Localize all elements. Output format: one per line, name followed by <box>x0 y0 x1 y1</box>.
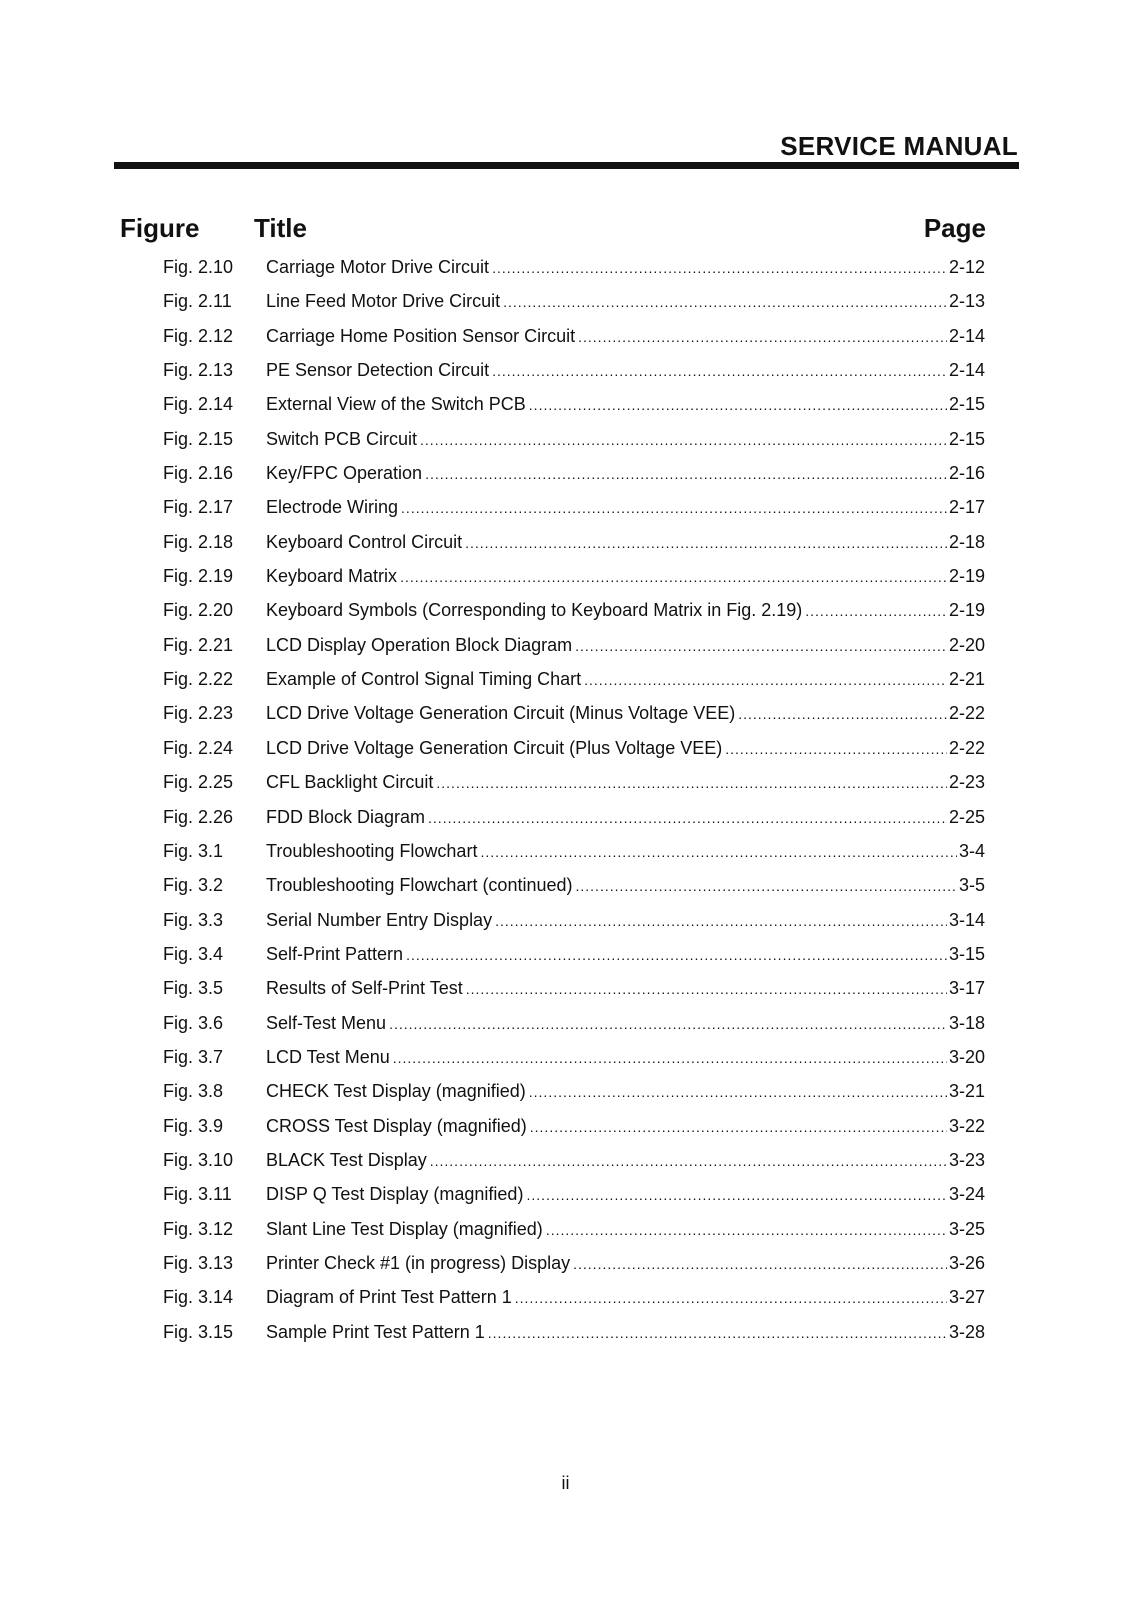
dot-leader <box>436 772 947 794</box>
figure-title: DISP Q Test Display (magnified) <box>266 1184 524 1205</box>
figure-title: Keyboard Matrix <box>266 566 398 587</box>
toc-entry[interactable] <box>163 1115 985 1149</box>
page-reference: 3-20 <box>948 1046 985 1067</box>
dot-leader <box>725 738 947 760</box>
figure-number: Fig. 3.15 <box>163 1321 234 1342</box>
figure-number: Fig. 2.18 <box>163 531 234 552</box>
dot-leader <box>492 257 947 279</box>
page-reference: 2-22 <box>948 737 985 758</box>
figure-title: Diagram of Print Test Pattern 1 <box>266 1287 512 1308</box>
dot-leader <box>389 1013 947 1035</box>
dot-leader <box>400 566 947 588</box>
page-reference: 2-14 <box>948 360 985 381</box>
page-reference: 2-22 <box>948 703 985 724</box>
figure-title: Self-Print Pattern <box>266 943 404 964</box>
figure-title: LCD Drive Voltage Generation Circuit (Minus Voltage VEE) <box>266 703 736 724</box>
page-reference: 2-12 <box>948 257 985 277</box>
toc-entry[interactable] <box>163 428 985 462</box>
dot-leader <box>578 326 947 348</box>
figure-number: Fig. 3.6 <box>163 1012 224 1033</box>
figure-number: Fig. 3.3 <box>163 909 224 930</box>
dot-leader <box>425 463 947 485</box>
page-reference: 3-26 <box>948 1252 985 1273</box>
page-reference: 3-4 <box>958 840 985 861</box>
figure-title: CFL Backlight Circuit <box>266 772 434 793</box>
toc-entry[interactable] <box>163 668 985 702</box>
figure-title: External View of the Switch PCB <box>266 394 526 415</box>
toc-entry[interactable] <box>163 290 985 324</box>
figure-title: Printer Check #1 (in progress) Display <box>266 1252 571 1273</box>
dot-leader <box>529 394 947 416</box>
figure-number: Fig. 2.23 <box>163 703 234 724</box>
dot-leader <box>546 1219 947 1241</box>
title-column-header: Title <box>254 213 307 243</box>
page-reference: 2-13 <box>948 291 985 312</box>
page-reference: 2-21 <box>948 669 985 690</box>
toc-entry[interactable] <box>163 874 985 908</box>
page-reference: 2-15 <box>948 394 985 415</box>
toc-entry[interactable] <box>163 256 985 290</box>
toc-entry[interactable] <box>163 634 985 668</box>
toc-entry[interactable] <box>163 1218 985 1252</box>
page-reference: 3-17 <box>948 978 985 999</box>
toc-entry[interactable] <box>163 1286 985 1320</box>
figure-number: Fig. 2.26 <box>163 806 234 827</box>
figure-number: Fig. 3.7 <box>163 1046 224 1067</box>
page-reference: 3-27 <box>948 1287 985 1308</box>
dot-leader <box>530 1116 947 1138</box>
figure-title: Key/FPC Operation <box>266 463 423 484</box>
dot-leader <box>406 944 947 966</box>
figure-number: Fig. 2.13 <box>163 360 234 381</box>
dot-leader <box>430 1150 947 1172</box>
figure-number: Fig. 2.20 <box>163 600 234 621</box>
toc-entry[interactable] <box>163 737 985 771</box>
figure-list <box>163 256 985 1355</box>
page-number: ii <box>561 1473 570 1493</box>
figure-title: Carriage Home Position Sensor Circuit <box>266 325 576 346</box>
toc-entry[interactable] <box>163 1046 985 1080</box>
figure-title: FDD Block Diagram <box>266 806 426 827</box>
dot-leader <box>492 360 947 382</box>
figure-title: CROSS Test Display (magnified) <box>266 1115 527 1136</box>
figure-title: Sample Print Test Pattern 1 <box>266 1321 485 1342</box>
figure-number: Fig. 3.11 <box>163 1184 232 1205</box>
dot-leader <box>480 841 957 863</box>
figure-number: Fig. 2.11 <box>163 291 232 312</box>
page-reference: 3-23 <box>948 1149 985 1170</box>
page-reference: 2-25 <box>948 806 985 827</box>
dot-leader <box>584 669 947 691</box>
toc-entry[interactable] <box>163 325 985 359</box>
figure-title: PE Sensor Detection Circuit <box>266 360 490 381</box>
toc-entry[interactable] <box>163 806 985 840</box>
figure-title: Switch PCB Circuit <box>266 428 418 449</box>
page-reference: 3-14 <box>948 909 985 930</box>
toc-entry[interactable] <box>163 393 985 427</box>
toc-entry[interactable] <box>163 565 985 599</box>
figure-number: Fig. 2.16 <box>163 463 234 484</box>
dot-leader <box>515 1287 947 1309</box>
figure-title: Example of Control Signal Timing Chart <box>266 669 582 690</box>
page-reference: 2-20 <box>948 634 985 655</box>
page-reference: 2-17 <box>948 497 985 518</box>
toc-entry[interactable] <box>163 840 985 874</box>
toc-entry[interactable] <box>163 1252 985 1286</box>
figure-number: Fig. 2.17 <box>163 497 234 518</box>
figure-number: Fig. 2.24 <box>163 737 234 758</box>
header-rule <box>114 162 1019 169</box>
page-reference: 2-19 <box>948 566 985 587</box>
figure-title: LCD Display Operation Block Diagram <box>266 634 573 655</box>
dot-leader <box>529 1081 947 1103</box>
figure-title: Self-Test Menu <box>266 1012 387 1033</box>
page-reference: 3-5 <box>958 875 985 896</box>
page-reference: 3-21 <box>948 1081 985 1102</box>
page-reference: 2-16 <box>948 463 985 484</box>
figure-title: Slant Line Test Display (magnified) <box>266 1218 543 1239</box>
figure-title: Line Feed Motor Drive Circuit <box>266 291 501 312</box>
figure-number: Fig. 3.2 <box>163 875 224 896</box>
figure-title: Carriage Motor Drive Circuit <box>266 257 490 277</box>
page-reference: 3-28 <box>948 1321 985 1342</box>
figure-title: BLACK Test Display <box>266 1149 427 1170</box>
page-reference: 2-19 <box>948 600 985 621</box>
figure-title: Troubleshooting Flowchart (continued) <box>266 875 573 896</box>
page-reference: 3-24 <box>948 1184 985 1205</box>
toc-entry[interactable] <box>163 909 985 943</box>
dot-leader <box>805 600 947 622</box>
toc-entry[interactable] <box>163 1183 985 1217</box>
page-reference: 2-15 <box>948 428 985 449</box>
figure-number: Fig. 2.15 <box>163 428 234 449</box>
page-reference: 2-14 <box>948 325 985 346</box>
figure-number: Fig. 2.10 <box>163 257 234 277</box>
figure-number: Fig. 3.14 <box>163 1287 234 1308</box>
page-reference: 3-15 <box>948 943 985 964</box>
figure-number: Fig. 2.22 <box>163 669 234 690</box>
toc-entry[interactable] <box>163 496 985 530</box>
figure-number: Fig. 3.10 <box>163 1149 234 1170</box>
dot-leader <box>573 1253 947 1275</box>
toc-entry[interactable] <box>163 531 985 565</box>
figure-number: Fig. 2.12 <box>163 325 234 346</box>
dot-leader <box>428 807 947 829</box>
figure-title: Keyboard Symbols (Corresponding to Keyboard Matrix in Fig. 2.19) <box>266 600 803 621</box>
page-reference: 3-22 <box>948 1115 985 1136</box>
dot-leader <box>401 497 947 519</box>
toc-entry[interactable] <box>163 1149 985 1183</box>
figure-number: Fig. 3.1 <box>163 840 224 861</box>
toc-entry[interactable] <box>163 359 985 393</box>
toc-entry[interactable] <box>163 1012 985 1046</box>
dot-leader <box>466 978 947 1000</box>
dot-leader <box>495 910 947 932</box>
dot-leader <box>738 703 947 725</box>
figure-title: CHECK Test Display (magnified) <box>266 1081 526 1102</box>
figure-title: LCD Test Menu <box>266 1046 390 1067</box>
dot-leader <box>488 1322 947 1344</box>
toc-entry[interactable] <box>163 599 985 633</box>
toc-entry[interactable] <box>163 943 985 977</box>
dot-leader <box>420 429 947 451</box>
dot-leader <box>575 635 947 657</box>
figure-number: Fig. 2.25 <box>163 772 234 793</box>
figure-title: Results of Self-Print Test <box>266 978 463 999</box>
figure-number: Fig. 2.14 <box>163 394 234 415</box>
figure-title: Troubleshooting Flowchart <box>266 840 478 861</box>
figure-number: Fig. 3.4 <box>163 943 224 964</box>
page-reference: 2-23 <box>948 772 985 793</box>
figure-number: Fig. 2.21 <box>163 634 234 655</box>
toc-entry[interactable] <box>163 1321 985 1355</box>
figure-number: Fig. 3.5 <box>163 978 224 999</box>
page-reference: 3-18 <box>948 1012 985 1033</box>
toc-entry[interactable] <box>163 771 985 805</box>
toc-entry[interactable] <box>163 1080 985 1114</box>
dot-leader <box>526 1184 947 1206</box>
figure-number: Fig. 3.8 <box>163 1081 224 1102</box>
figure-column-header: Figure <box>120 213 200 243</box>
dot-leader <box>503 291 947 313</box>
page-reference: 3-25 <box>948 1218 985 1239</box>
toc-entry[interactable] <box>163 977 985 1011</box>
figure-number: Fig. 2.19 <box>163 566 234 587</box>
figure-title: LCD Drive Voltage Generation Circuit (Plus Voltage VEE) <box>266 737 723 758</box>
figure-number: Fig. 3.9 <box>163 1115 224 1136</box>
page-reference: 2-18 <box>948 531 985 552</box>
figure-title: Keyboard Control Circuit <box>266 531 463 552</box>
figure-number: Fig. 3.12 <box>163 1218 234 1239</box>
toc-entry[interactable] <box>163 702 985 736</box>
manual-title: SERVICE MANUAL <box>780 131 1018 161</box>
dot-leader <box>465 532 947 554</box>
figure-title: Serial Number Entry Display <box>266 909 493 930</box>
figure-number: Fig. 3.13 <box>163 1252 234 1273</box>
dot-leader <box>576 875 957 897</box>
dot-leader <box>393 1047 947 1069</box>
toc-entry[interactable] <box>163 462 985 496</box>
figure-title: Electrode Wiring <box>266 497 399 518</box>
page-column-header: Page <box>923 213 986 243</box>
